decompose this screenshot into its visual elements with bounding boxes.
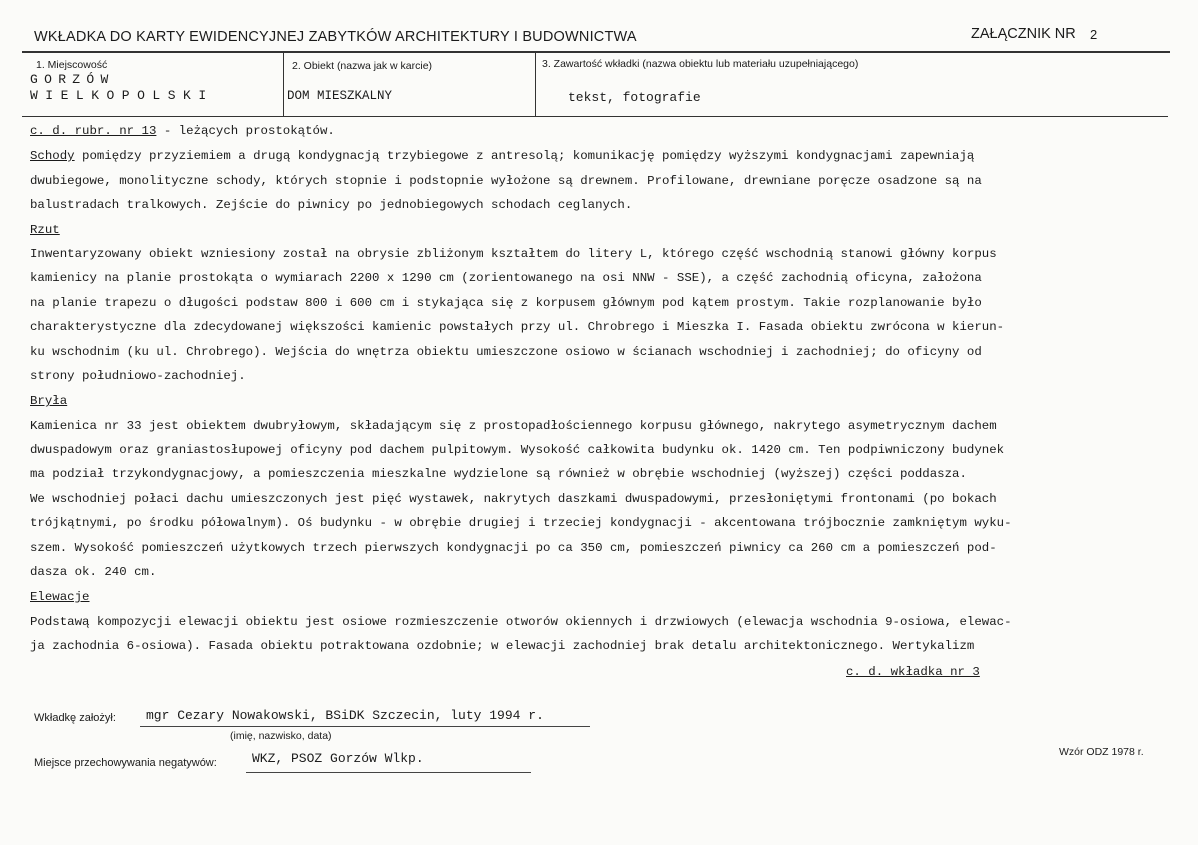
author-underline: [140, 726, 590, 727]
author-value: mgr Cezary Nowakowski, BSiDK Szczecin, luty 1994 r.: [146, 708, 544, 723]
author-label: Wkładkę założył:: [34, 712, 116, 724]
stairs-heading: Schody: [30, 149, 75, 163]
stairs-line-2: dwubiegowe, monolityczne schody, których stopnie i podstopnie wyłożone są drewnem. Profilowane, drewniane poręcze osadzone są na: [30, 174, 982, 188]
elevations-line-1: Podstawą kompozycji elewacji obiektu jest osiowe rozmieszczenie otworów okiennych i drzwiowych (elewacja wschodnia 9-osiowa, elewac-: [30, 615, 1012, 629]
continuation-line: [30, 123, 335, 139]
mass-line-5: trójkątnymi, po środku półowalnym). Oś budynku - w obrębie drugiej i trzeciej kondygnacji - akcentowana trójbocznie zamkniętym wyku-: [30, 516, 1012, 530]
form-title: WKŁADKA DO KARTY EWIDENCYJNEJ ZABYTKÓW ARCHITEKTURY I BUDOWNICTWA: [34, 29, 637, 45]
form-model: Wzór ODZ 1978 r.: [1059, 746, 1144, 758]
stairs-line-1: [30, 148, 974, 164]
stairs-text-1: pomiędzy przyziemiem a drugą kondygnacją trzybiegowe z antresolą; komunikację pomiędzy wyższymi kondygnacjami zapewniają: [74, 149, 975, 163]
plan-heading: Rzut: [30, 223, 60, 237]
plan-line-5: ku wschodnim (ku ul. Chrobrego). Wejścia do wnętrza obiektu umieszczone osiowo w ścianach wschodniej i zachodniej; do oficyny od: [30, 345, 982, 359]
content-label: 3. Zawartość wkładki (nazwa obiektu lub materiału uzupełniającego): [542, 58, 859, 70]
location-label: 1. Miejscowość: [36, 59, 108, 71]
annex-number: 2: [1090, 27, 1098, 42]
continuation-ref: c. d. rubr. nr 13: [30, 124, 157, 138]
storage-underline: [246, 772, 531, 773]
mass-line-1: Kamienica nr 33 jest obiektem dwubryłowym, składającym się z prostopadłościennego korpusu głównego, nakrytego asymetrycznym dachem: [30, 419, 997, 433]
annex-label: ZAŁĄCZNIK NR: [971, 26, 1076, 42]
plan-line-3: na planie trapezu o długości podstaw 800 i 600 cm i stykająca się z korpusem głównym pod kątem prostym. Takie rozplanowanie było: [30, 296, 982, 310]
mass-line-4: We wschodniej połaci dachu umieszczonych jest pięć wystawek, nakrytych daszkami dwuspadowymi, przesłoniętymi frontonami (po bokach: [30, 492, 997, 506]
mass-heading: Bryła: [30, 394, 68, 408]
location-value-line1: GORZÓW: [30, 72, 115, 87]
plan-line-2: kamienicy na planie prostokąta o wymiarach 2200 x 1290 cm (zorientowanego na osi NNW - SSE), a część zachodnią oficyna, założona: [30, 271, 982, 285]
storage-label: Miejsce przechowywania negatywów:: [34, 757, 217, 769]
author-hint: (imię, nazwisko, data): [230, 730, 332, 742]
field-divider-1: [283, 53, 284, 116]
content-value: tekst, fotografie: [568, 90, 701, 105]
field-divider-2: [535, 53, 536, 116]
elevations-heading: Elewacje: [30, 590, 90, 604]
plan-line-6: strony południowo-zachodniej.: [30, 369, 246, 383]
mass-line-3: ma podział trzykondygnacjowy, a pomieszczenia mieszkalne wydzielone są również w obrębie wschodniej (wyższej) części poddasza.: [30, 467, 967, 481]
mass-line-7: dasza ok. 240 cm.: [30, 565, 157, 579]
next-page-ref: c. d. wkładka nr 3: [846, 665, 980, 679]
mass-line-2: dwuspadowym oraz graniastosłupowej oficyny pod dachem pulpitowym. Wysokość całkowita budynku ok. 1420 cm. Ten podpiwniczony budynek: [30, 443, 1005, 457]
location-value-line2: WIELKOPOLSKI: [30, 88, 214, 103]
plan-line-1: Inwentaryzowany obiekt wzniesiony został na obrysie zbliżonym kształtem do litery L, którego część wschodnią stanowi główny korpus: [30, 247, 997, 261]
fields-top-rule: [22, 51, 1170, 53]
continuation-text: - leżących prostokątów.: [156, 124, 335, 138]
object-value: DOM MIESZKALNY: [287, 89, 393, 103]
mass-line-6: szem. Wysokość pomieszczeń użytkowych trzech pierwszych kondygnacji po ca 350 cm, pomieszczeń piwnicy ca 260 cm a pomieszczeń pod-: [30, 541, 997, 555]
stairs-line-3: balustradach tralkowych. Zejście do piwnicy po jednobiegowych schodach ceglanych.: [30, 198, 633, 212]
fields-bottom-rule: [22, 116, 1168, 117]
plan-line-4: charakterystyczne dla zdecydowanej większości kamienic powstałych przy ul. Chrobrego i Mieszka I. Fasada obiektu zwrócona w kierun-: [30, 320, 1005, 334]
elevations-line-2: ja zachodnia 6-osiowa). Fasada obiektu potraktowana ozdobnie; w elewacji zachodniej brak detalu architektonicznego. Wertykalizm: [30, 639, 975, 653]
storage-value: WKZ, PSOZ Gorzów Wlkp.: [252, 751, 424, 766]
object-label: 2. Obiekt (nazwa jak w karcie): [292, 60, 433, 72]
